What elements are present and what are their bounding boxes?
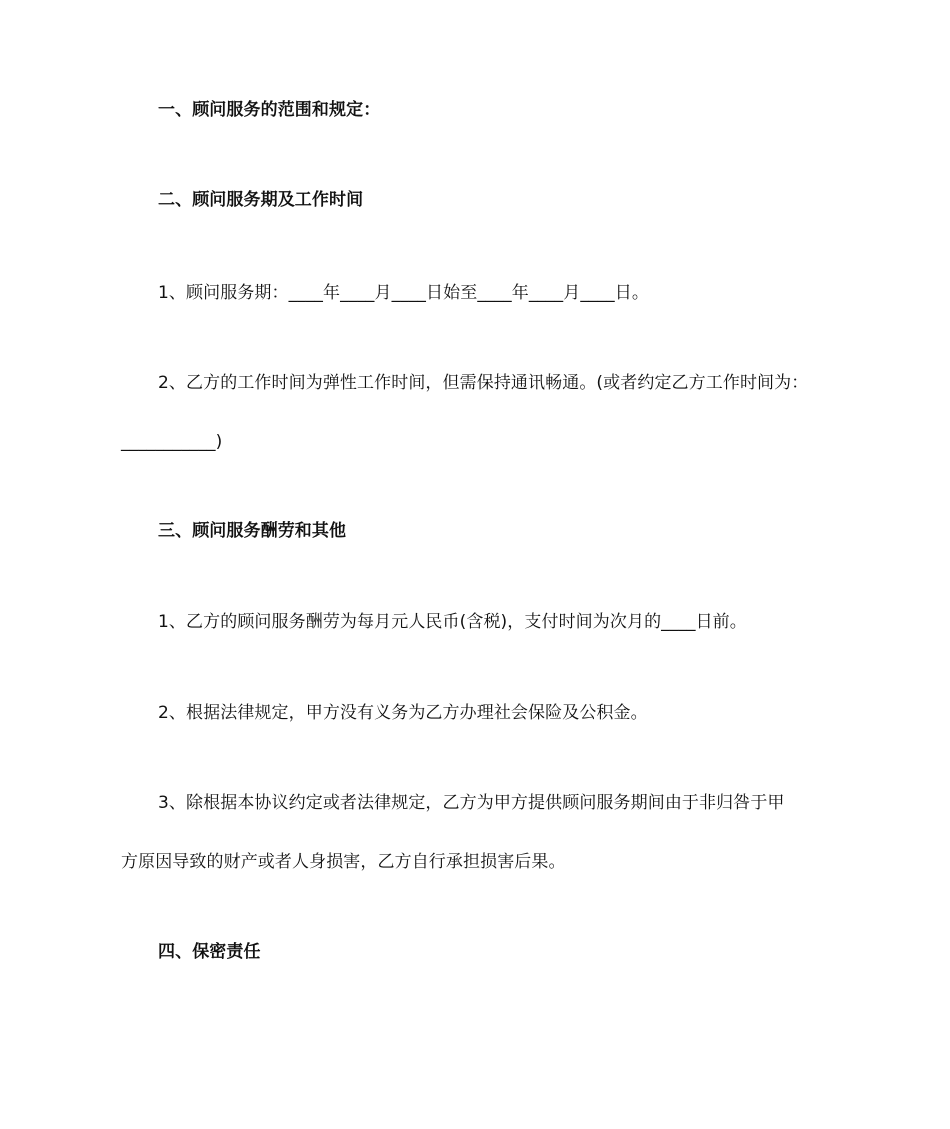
section-heading-2: 二、顾问服务期及工作时间 (158, 190, 364, 210)
section-heading-3: 三、顾问服务酬劳和其他 (158, 521, 347, 541)
paragraph-liability: 3、除根据本协议约定或者法律规定，乙方为甲方提供顾问服务期间由于非归咎于甲 (158, 793, 785, 813)
paragraph-working-hours: 2、乙方的工作时间为弹性工作时间，但需保持通讯畅通。(或者约定乙方工作时间为： (158, 373, 809, 393)
paragraph-social-insurance: 2、根据法律规定，甲方没有义务为乙方办理社会保险及公积金。 (158, 703, 648, 723)
paragraph-remuneration: 1、乙方的顾问服务酬劳为每月元人民币(含税)，支付时间为次月的____日前。 (158, 612, 747, 632)
paragraph-liability-continued: 方原因导致的财产或者人身损害，乙方自行承担损害后果。 (121, 852, 566, 872)
paragraph-service-period: 1、顾问服务期：____年____月____日始至____年____月____日。 (158, 283, 649, 303)
section-heading-1: 一、顾问服务的范围和规定： (158, 100, 381, 120)
paragraph-working-hours-continued: ___________) (121, 432, 223, 452)
section-heading-4: 四、保密责任 (158, 942, 261, 962)
